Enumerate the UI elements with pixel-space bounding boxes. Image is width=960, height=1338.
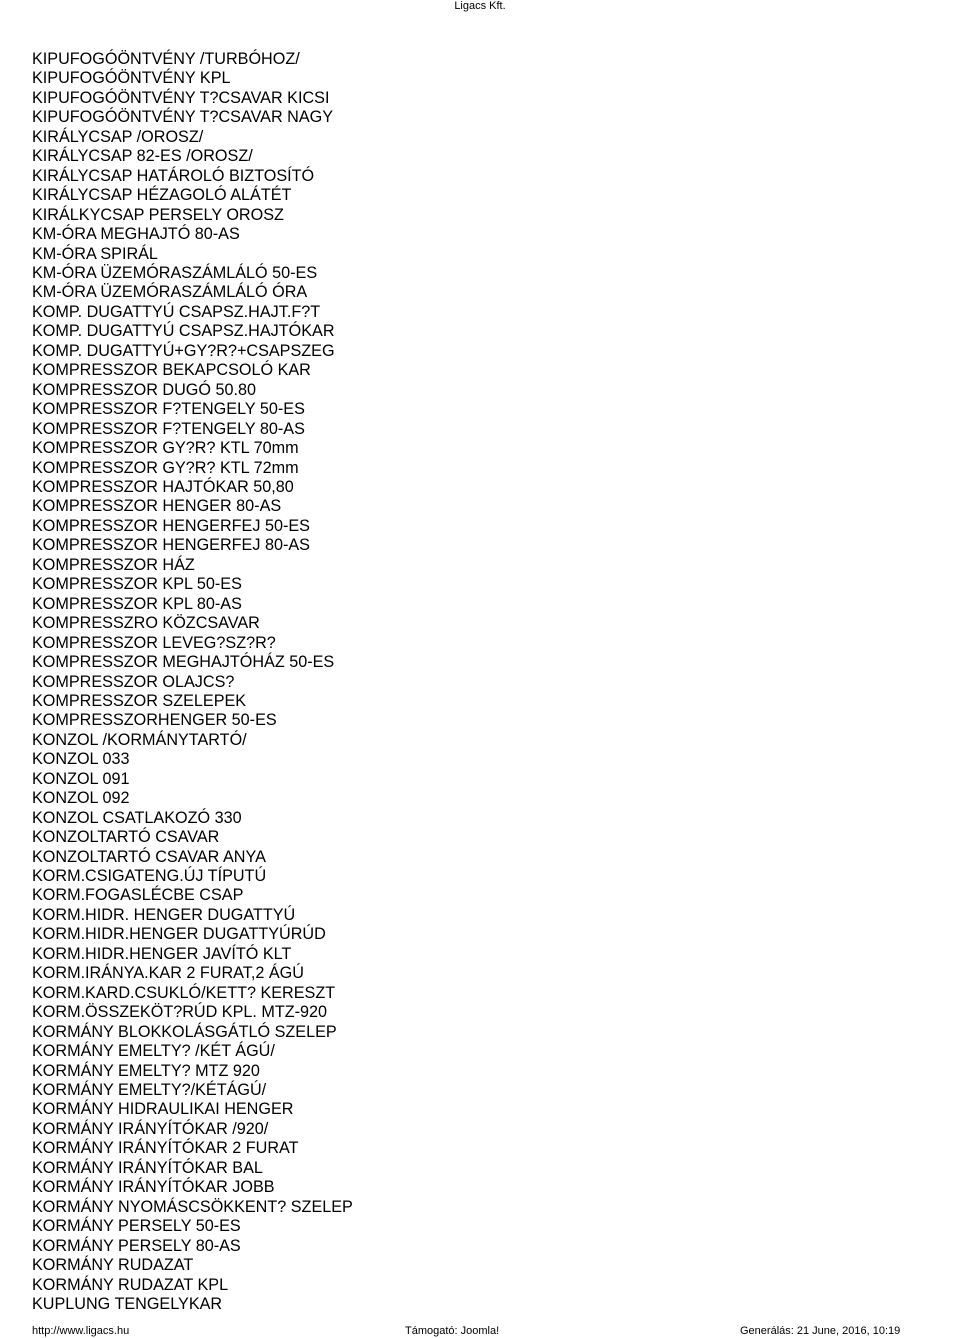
list-item: KORM.ÖSSZEKÖT?RÚD KPL. MTZ-920 <box>32 1003 328 1022</box>
list-item: KOMPRESSZOR OLAJCS? <box>32 672 235 691</box>
list-item: KOMPRESSZOR DUGÓ 50.80 <box>32 380 256 399</box>
list-item: KONZOL 033 <box>32 750 130 769</box>
list-item: KOMPRESSZOR HÁZ <box>32 555 195 574</box>
list-item: KONZOLTARTÓ CSAVAR <box>32 828 220 847</box>
list-item: KORMÁNY HIDRAULIKAI HENGER <box>32 1100 294 1119</box>
list-item: KOMPRESSZOR HENGERFEJ 80-AS <box>32 536 310 555</box>
list-item: KIRÁLYCSAP /OROSZ/ <box>32 127 204 146</box>
list-item: KORMÁNY NYOMÁSCSÖKKENT? SZELEP <box>32 1197 353 1216</box>
list-item: KOMPRESSZOR BEKAPCSOLÓ KAR <box>32 361 311 380</box>
list-item: KOMPRESSZOR LEVEG?SZ?R? <box>32 633 276 652</box>
list-item: KIRÁLYCSAP 82-ES /OROSZ/ <box>32 147 253 166</box>
list-item: KORM.KARD.CSUKLÓ/KETT? KERESZT <box>32 983 336 1002</box>
list-item: KORM.HIDR. HENGER DUGATTYÚ <box>32 905 296 924</box>
list-item: KOMP. DUGATTYÚ CSAPSZ.HAJT.F?T <box>32 302 321 321</box>
list-item: KM-ÓRA MEGHAJTÓ 80-AS <box>32 225 240 244</box>
list-item: KOMPRESSZRO KÖZCSAVAR <box>32 614 260 633</box>
list-item: KOMPRESSZOR MEGHAJTÓHÁZ 50-ES <box>32 653 335 672</box>
list-item: KORMÁNY PERSELY 80-AS <box>32 1236 241 1255</box>
list-item: KIPUFOGÓÖNTVÉNY T?CSAVAR NAGY <box>32 108 334 127</box>
list-item: KORMÁNY IRÁNYÍTÓKAR /920/ <box>32 1119 269 1138</box>
list-item: KORMÁNY RUDAZAT KPL <box>32 1275 229 1294</box>
footer-url-link[interactable]: http://www.ligacs.hu <box>32 1325 130 1337</box>
list-item: KORM.HIDR.HENGER JAVÍTÓ KLT <box>32 944 292 963</box>
footer-generated-timestamp: Generálás: 21 June, 2016, 10:19 <box>740 1325 901 1337</box>
list-item: KONZOLTARTÓ CSAVAR ANYA <box>32 847 266 866</box>
page-header <box>0 0 960 12</box>
list-item: KOMPRESSZOR F?TENGELY 80-AS <box>32 419 305 438</box>
list-item: KOMPRESSZOR HAJTÓKAR 50,80 <box>32 477 294 496</box>
list-item: KORMÁNY BLOKKOLÁSGÁTLÓ SZELEP <box>32 1022 337 1041</box>
list-item: KM-ÓRA ÜZEMÓRASZÁMLÁLÓ ÓRA <box>32 283 308 302</box>
list-item: KIPUFOGÓÖNTVÉNY KPL <box>32 69 231 88</box>
list-item: KORM.IRÁNYA.KAR 2 FURAT,2 ÁGÚ <box>32 964 304 983</box>
list-item: KOMPRESSZOR GY?R? KTL 72mm <box>32 458 299 477</box>
list-item: KORMÁNY IRÁNYÍTÓKAR BAL <box>32 1158 263 1177</box>
list-item: KONZOL /KORMÁNYTARTÓ/ <box>32 730 247 749</box>
list-item: KORMÁNY EMELTY?/KÉTÁGÚ/ <box>32 1081 267 1100</box>
list-item: KORM.HIDR.HENGER DUGATTYÚRÚD <box>32 925 326 944</box>
list-item: KOMPRESSZORHENGER 50-ES <box>32 711 277 730</box>
list-item: KORMÁNY EMELTY? MTZ 920 <box>32 1061 260 1080</box>
list-item: KIRÁLKYCSAP PERSELY OROSZ <box>32 205 284 224</box>
list-item: KOMP. DUGATTYÚ+GY?R?+CSAPSZEG <box>32 341 335 360</box>
list-item: KOMP. DUGATTYÚ CSAPSZ.HAJTÓKAR <box>32 322 335 341</box>
list-item: KM-ÓRA SPIRÁL <box>32 244 158 263</box>
list-item: KORMÁNY RUDAZAT <box>32 1256 194 1275</box>
list-item: KOMPRESSZOR KPL 50-ES <box>32 575 242 594</box>
list-item: KORMÁNY IRÁNYÍTÓKAR JOBB <box>32 1178 275 1197</box>
list-item: KORM.CSIGATENG.ÚJ TÍPUTÚ <box>32 867 267 886</box>
list-item: KIPUFOGÓÖNTVÉNY /TURBÓHOZ/ <box>32 50 300 68</box>
list-item: KORMÁNY EMELTY? /KÉT ÁGÚ/ <box>32 1042 275 1061</box>
list-item: KONZOL 092 <box>32 789 130 808</box>
list-item: KIRÁLYCSAP HÉZAGOLÓ ALÁTÉT <box>32 186 292 205</box>
list-item: KOMPRESSZOR F?TENGELY 50-ES <box>32 400 305 419</box>
header-title: Ligacs Kft. <box>454 0 506 12</box>
product-list <box>32 50 353 1314</box>
list-item: KORMÁNY PERSELY 50-ES <box>32 1217 241 1236</box>
list-item: KORMÁNY IRÁNYÍTÓKAR 2 FURAT <box>32 1139 299 1158</box>
list-item: KORM.FOGASLÉCBE CSAP <box>32 886 244 905</box>
list-item: KOMPRESSZOR HENGER 80-AS <box>32 497 282 516</box>
footer-support-text: Támogató: Joomla! <box>405 1325 500 1337</box>
list-item: KONZOL CSATLAKOZÓ 330 <box>32 808 242 827</box>
list-item: KOMPRESSZOR HENGERFEJ 50-ES <box>32 516 310 535</box>
list-item: KOMPRESSZOR GY?R? KTL 70mm <box>32 439 299 458</box>
list-item: KOMPRESSZOR KPL 80-AS <box>32 594 242 613</box>
list-item: KM-ÓRA ÜZEMÓRASZÁMLÁLÓ 50-ES <box>32 263 318 282</box>
list-item: KIPUFOGÓÖNTVÉNY T?CSAVAR KICSI <box>32 88 330 107</box>
list-item: KONZOL 091 <box>32 769 130 788</box>
list-item: KUPLUNG TENGELYKAR <box>32 1295 223 1313</box>
page-footer <box>0 1324 960 1338</box>
list-item: KIRÁLYCSAP HATÁROLÓ BIZTOSÍTÓ <box>32 166 315 185</box>
list-item: KOMPRESSZOR SZELEPEK <box>32 691 247 710</box>
